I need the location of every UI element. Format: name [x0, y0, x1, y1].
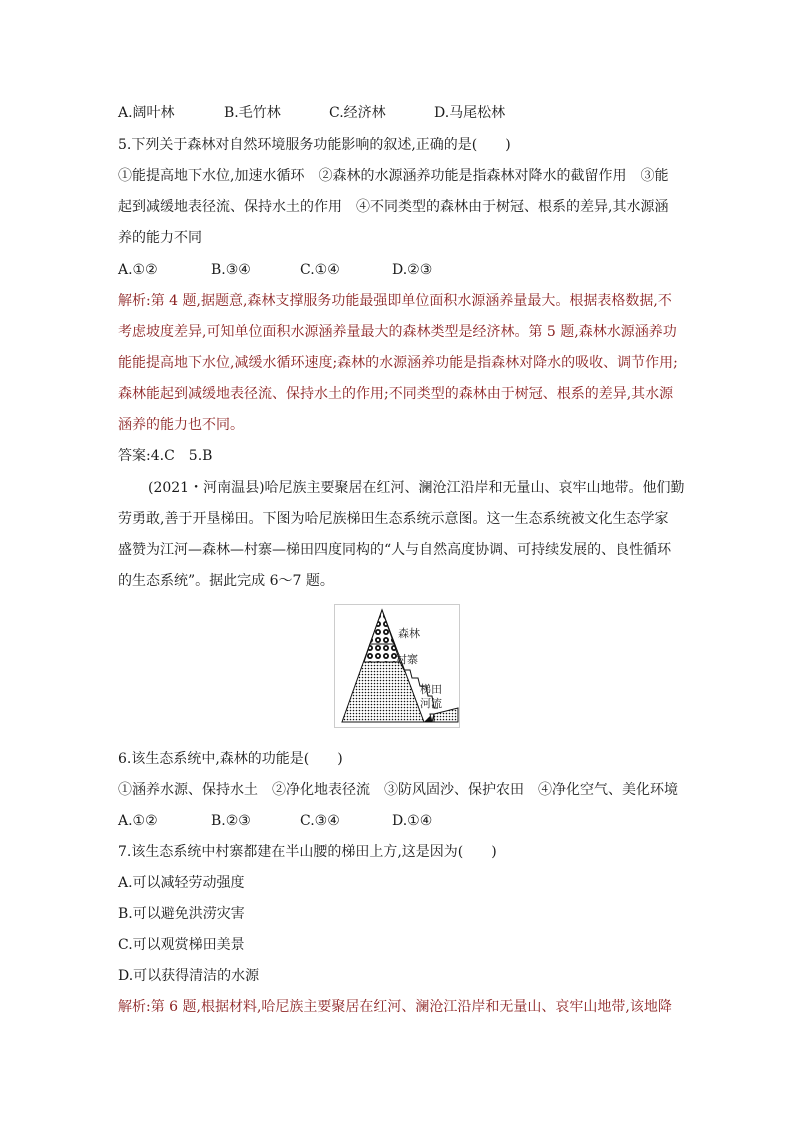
- analysis-line: 涵养的能力也不同。: [118, 417, 244, 433]
- q6-statement-line: ①涵养水源、保持水土 ②净化地表径流 ③防风固沙、保护农田 ④净化空气、美化环境: [118, 782, 678, 798]
- analysis-line: 能能提高地下水位,减缓水循环速度;森林的水源涵养功能是指森林对降水的吸收、调节作用;: [118, 355, 678, 371]
- label-forest: 森林: [398, 627, 420, 640]
- q7-option-b: B.可以避免洪涝灾害: [118, 906, 245, 922]
- q5-statement-line: 起到减缓地表径流、保持水土的作用 ④不同类型的森林由于树冠、根系的差异,其水源涵: [118, 199, 669, 215]
- q7-stem: 7.该生态系统中村寨都建在半山腰的梯田上方,这是因为( ): [118, 844, 497, 860]
- analysis-line: 森林能起到减缓地表径流、保持水土的作用;不同类型的森林由于树冠、根系的差异,其水源: [118, 386, 674, 402]
- label-river: 河流: [420, 697, 442, 710]
- q6-option-c: C.③④: [300, 813, 340, 829]
- label-village: 村寨: [396, 653, 418, 666]
- q6-stem: 6.该生态系统中,森林的功能是( ): [118, 751, 343, 767]
- passage-line: 的生态系统”。据此完成 6～7 题。: [118, 573, 334, 589]
- passage-line: 盛赞为江河—森林—村寨—梯田四度同构的“人与自然高度协调、可持续发展的、良性循环: [118, 542, 672, 558]
- q5-option-d: D.②③: [392, 262, 433, 278]
- q7-option-d: D.可以获得清洁的水源: [118, 968, 260, 984]
- analysis-line: 考虑坡度差异,可知单位面积水源涵养量最大的森林类型是经济林。第 5 题,森林水源涵养功: [118, 324, 677, 340]
- village-zone: [364, 644, 400, 662]
- q7-option-a: A.可以减轻劳动强度: [118, 875, 245, 891]
- q5-option-c: C.①④: [300, 262, 340, 278]
- analysis-line: 解析:第 6 题,根据材料,哈尼族主要聚居在红河、澜沧江沿岸和无量山、哀牢山地带,该地降: [118, 999, 672, 1015]
- q5-statement-line: 养的能力不同: [118, 230, 202, 246]
- q5-stem: 5.下列关于森林对自然环境服务功能影响的叙述,正确的是( ): [118, 137, 511, 153]
- answer-line: 答案:4.C 5.B: [118, 448, 213, 464]
- q4-option-d: D.马尾松林: [434, 105, 506, 121]
- q6-option-d: D.①④: [392, 813, 433, 829]
- q6-option-b: B.②③: [211, 813, 251, 829]
- q5-statement-line: ①能提高地下水位,加速水循环 ②森林的水源涵养功能是指森林对降水的截留作用 ③能: [118, 168, 669, 184]
- q5-option-b: B.③④: [211, 262, 251, 278]
- analysis-line: 解析:第 4 题,据题意,森林支撑服务功能最强即单位面积水源涵养量最大。根据表格数据,不: [118, 293, 672, 309]
- q7-option-c: C.可以观赏梯田美景: [118, 937, 245, 953]
- passage-line: (2021・河南温县)哈尼族主要聚居在红河、澜沧江沿岸和无量山、哀牢山地带。他们勤: [148, 480, 685, 496]
- q4-option-a: A.阔叶林: [118, 105, 175, 121]
- q4-option-b: B.毛竹林: [224, 105, 281, 121]
- q4-option-c: C.经济林: [329, 105, 386, 121]
- label-terrace: 梯田: [420, 683, 442, 696]
- passage-line: 劳勇敢,善于开垦梯田。下图为哈尼族梯田生态系统示意图。这一生态系统被文化生态学家: [118, 511, 669, 527]
- terrace-ecosystem-diagram: [334, 604, 460, 728]
- q5-option-a: A.①②: [118, 262, 158, 278]
- q6-option-a: A.①②: [118, 813, 158, 829]
- forest-zone: [370, 610, 394, 644]
- right-bank: [434, 708, 458, 722]
